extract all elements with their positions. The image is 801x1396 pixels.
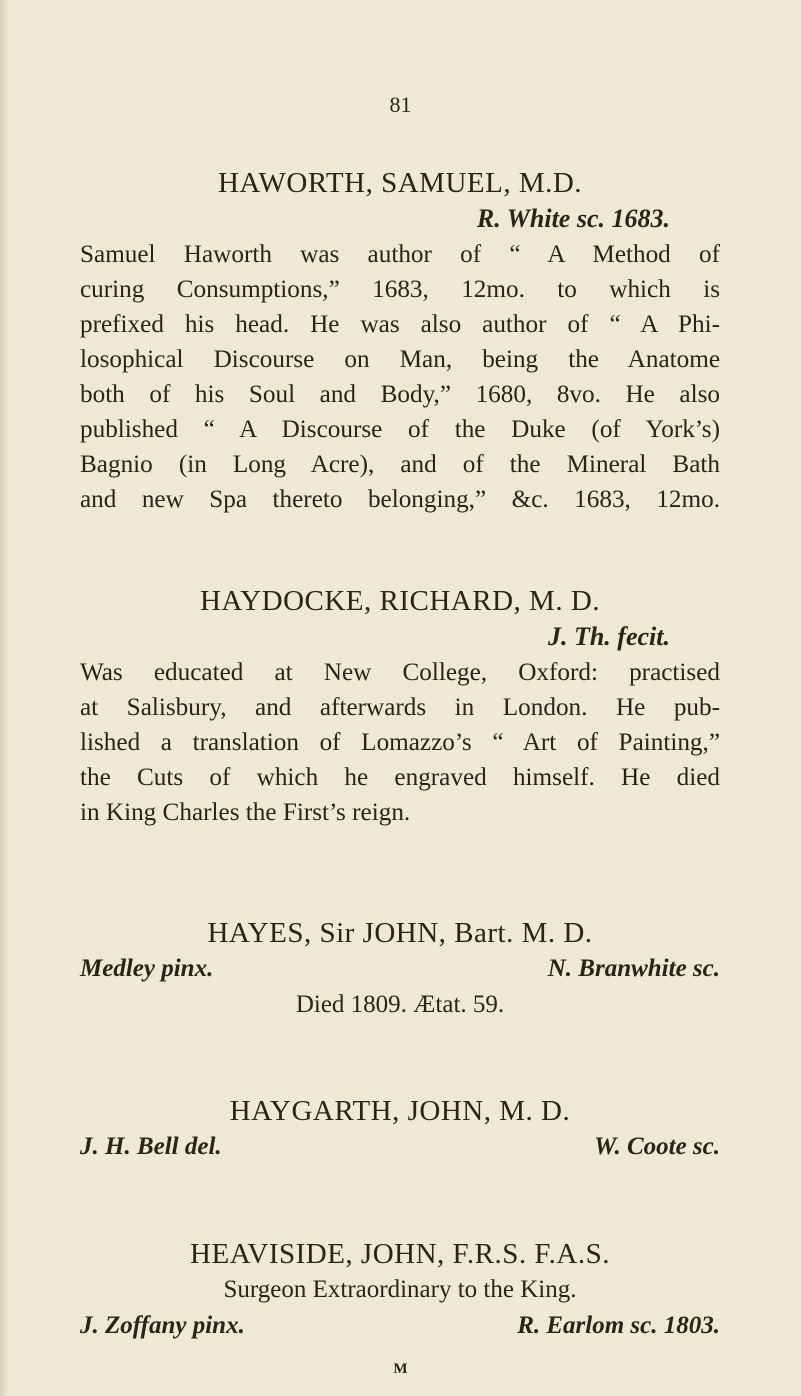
body-line: losophical Discourse on Man, being the Anatome (80, 346, 720, 373)
entry-note: Surgeon Extraordinary to the King. (223, 1276, 577, 1303)
artist-credits (80, 951, 720, 987)
entry-haydocke (80, 583, 720, 830)
page-number: 81 (389, 92, 412, 117)
engraver-credit: R. White sc. 1683. (476, 204, 670, 233)
artist-credits (80, 1129, 720, 1165)
page-edge (0, 0, 8, 1396)
body-line: and new Spa thereto belonging,” &c. 1683, 12mo. (80, 486, 720, 513)
entry-heading: HAWORTH, SAMUEL, M.D. (217, 167, 583, 199)
body-line: Bagnio (in Long Acre), and of the Mineral Bath (80, 451, 720, 478)
body-line: in King Charles the First’s reign. (80, 799, 411, 826)
body-line: lished a translation of Lomazzo’s “ Art of Painting,” (80, 729, 720, 756)
entry-hayes (80, 915, 720, 1023)
entry-haygarth (80, 1093, 720, 1165)
body-line: Samuel Haworth was author of “ A Method of (80, 241, 720, 268)
entry-heading: HAYES, Sir JOHN, Bart. M. D. (207, 917, 593, 949)
engraver-credit: J. Th. fecit. (547, 622, 670, 651)
entry-heaviside (80, 1236, 720, 1344)
body-line: prefixed his head. He was also author of “ A Phi- (80, 311, 720, 338)
artist-credits (80, 1308, 720, 1344)
engraver-credit: W. Coote sc. (594, 1133, 720, 1160)
body-line: published “ A Discourse of the Duke (of York’s) (80, 416, 720, 443)
entry-body (80, 237, 720, 517)
body-line: at Salisbury, and afterwards in London. He pub- (80, 694, 720, 721)
painter-credit: J. H. Bell del. (80, 1133, 222, 1160)
body-line: both of his Soul and Body,” 1680, 8vo. He also (80, 381, 720, 408)
engraver-credit: R. Earlom sc. 1803. (517, 1312, 720, 1339)
entry-body (80, 655, 720, 830)
engraver-credit: N. Branwhite sc. (547, 955, 720, 982)
signature-mark: M (393, 1361, 408, 1377)
body-line: Was educated at New College, Oxford: practised (80, 659, 720, 686)
entry-note: Died 1809. Ætat. 59. (295, 991, 505, 1018)
entry-heading: HAYDOCKE, RICHARD, M. D. (199, 585, 601, 617)
entry-heading: HAYGARTH, JOHN, M. D. (229, 1095, 571, 1127)
painter-credit: J. Zoffany pinx. (80, 1312, 245, 1339)
painter-credit: Medley pinx. (80, 955, 214, 982)
body-line: the Cuts of which he engraved himself. He died (80, 764, 720, 791)
entry-heading: HEAVISIDE, JOHN, F.R.S. F.A.S. (190, 1238, 610, 1270)
body-line: curing Consumptions,” 1683, 12mo. to which is (80, 276, 720, 303)
entry-haworth (80, 165, 720, 517)
